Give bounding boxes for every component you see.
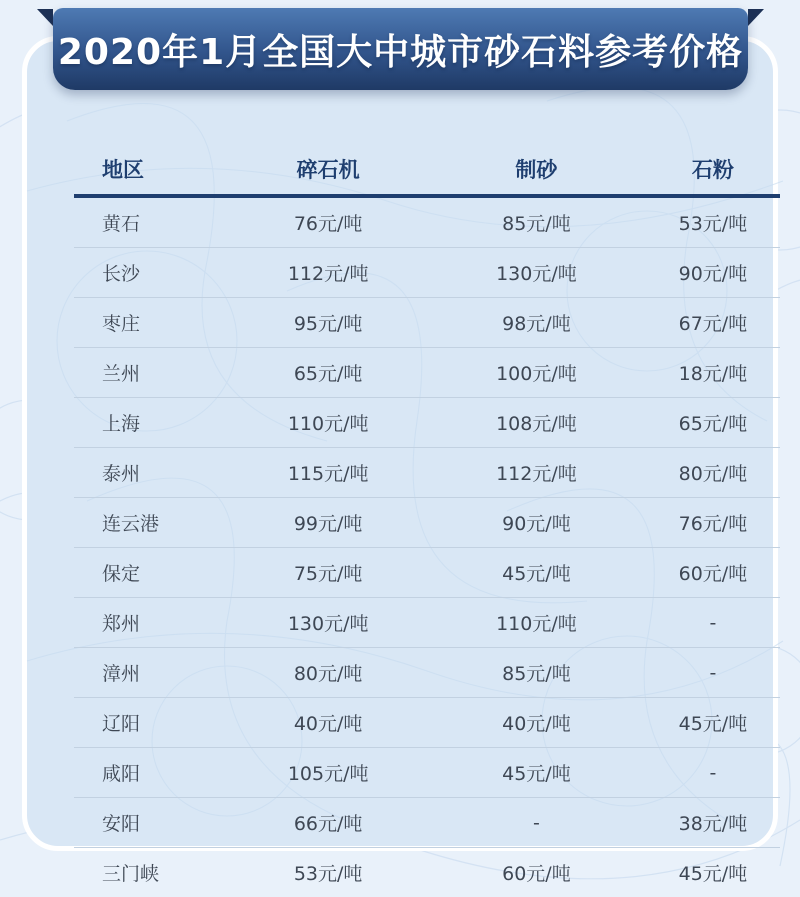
ribbon-fold-left: [37, 9, 53, 26]
sand-price-cell: 130元/吨: [496, 263, 577, 285]
powder-price-cell: 53元/吨: [678, 213, 748, 235]
region-cell: 三门峡: [102, 863, 160, 885]
sand-price-cell: -: [532, 811, 540, 834]
powder-price-cell: -: [709, 661, 717, 684]
powder-price-cell: 18元/吨: [678, 363, 748, 385]
title-banner: [53, 8, 748, 90]
sand-price-cell: 108元/吨: [496, 413, 577, 435]
sand-price-cell: 45元/吨: [502, 563, 571, 585]
table-row: [74, 797, 780, 847]
column-header-sand: 制砂: [515, 157, 558, 182]
crusher-price-cell: 115元/吨: [287, 463, 369, 485]
region-cell: 辽阳: [102, 713, 141, 735]
table-row: [74, 247, 780, 297]
region-cell: 黄石: [102, 213, 141, 235]
crusher-price-cell: 65元/吨: [293, 363, 363, 385]
powder-price-cell: 60元/吨: [678, 563, 748, 585]
sand-price-cell: 45元/吨: [502, 763, 571, 785]
column-header-crusher: 碎石机: [296, 157, 360, 182]
sand-price-cell: 85元/吨: [502, 663, 571, 685]
sand-price-cell: 40元/吨: [502, 713, 571, 735]
region-cell: 郑州: [102, 613, 141, 635]
table-row: [74, 347, 780, 397]
column-header-powder: 石粉: [691, 157, 734, 182]
table-row: [74, 297, 780, 347]
powder-price-cell: 38元/吨: [678, 813, 748, 835]
page-title: 2020年1月全国大中城市砂石料参考价格: [57, 31, 744, 73]
crusher-price-cell: 80元/吨: [293, 663, 363, 685]
sand-price-cell: 112元/吨: [496, 463, 577, 485]
powder-price-cell: 90元/吨: [678, 263, 748, 285]
powder-price-cell: 76元/吨: [678, 513, 748, 535]
crusher-price-cell: 53元/吨: [293, 863, 363, 885]
powder-price-cell: 45元/吨: [678, 863, 748, 885]
table-row: [74, 647, 780, 697]
sand-price-cell: 85元/吨: [502, 213, 571, 235]
powder-price-cell: 80元/吨: [678, 463, 748, 485]
table-row: [74, 547, 780, 597]
sand-price-cell: 110元/吨: [496, 613, 577, 635]
powder-price-cell: 45元/吨: [678, 713, 748, 735]
crusher-price-cell: 112元/吨: [287, 263, 369, 285]
crusher-price-cell: 99元/吨: [293, 513, 363, 535]
table-row: [74, 397, 780, 447]
powder-price-cell: 65元/吨: [678, 413, 748, 435]
crusher-price-cell: 66元/吨: [293, 813, 363, 835]
price-card: [22, 36, 778, 885]
region-cell: 保定: [102, 563, 141, 585]
crusher-price-cell: 40元/吨: [293, 713, 363, 735]
column-header-region: 地区: [102, 157, 144, 182]
region-cell: 漳州: [102, 663, 141, 685]
table-row: [74, 847, 780, 897]
region-cell: 连云港: [102, 513, 160, 535]
table-row: [74, 597, 780, 647]
region-cell: 兰州: [102, 363, 141, 385]
crusher-price-cell: 75元/吨: [293, 563, 363, 585]
table-row: [74, 497, 780, 547]
powder-price-cell: -: [709, 761, 717, 784]
sand-price-cell: 100元/吨: [496, 363, 577, 385]
sand-price-cell: 60元/吨: [502, 863, 571, 885]
table-row: [74, 447, 780, 497]
region-cell: 长沙: [102, 263, 141, 285]
region-cell: 安阳: [102, 813, 141, 835]
crusher-price-cell: 95元/吨: [293, 313, 363, 335]
crusher-price-cell: 130元/吨: [287, 613, 369, 635]
crusher-price-cell: 110元/吨: [287, 413, 369, 435]
table-header-row: [74, 143, 780, 198]
table-row: [74, 697, 780, 747]
powder-price-cell: 67元/吨: [678, 313, 748, 335]
region-cell: 枣庄: [102, 313, 141, 335]
region-cell: 咸阳: [102, 763, 141, 785]
price-table: [74, 143, 780, 897]
crusher-price-cell: 76元/吨: [293, 213, 363, 235]
sand-price-cell: 90元/吨: [502, 513, 571, 535]
region-cell: 上海: [102, 413, 141, 435]
powder-price-cell: -: [709, 611, 717, 634]
crusher-price-cell: 105元/吨: [287, 763, 369, 785]
table-row: [74, 747, 780, 797]
region-cell: 泰州: [102, 463, 141, 485]
ribbon-fold-right: [748, 9, 764, 26]
table-row: [74, 198, 780, 247]
sand-price-cell: 98元/吨: [502, 313, 571, 335]
